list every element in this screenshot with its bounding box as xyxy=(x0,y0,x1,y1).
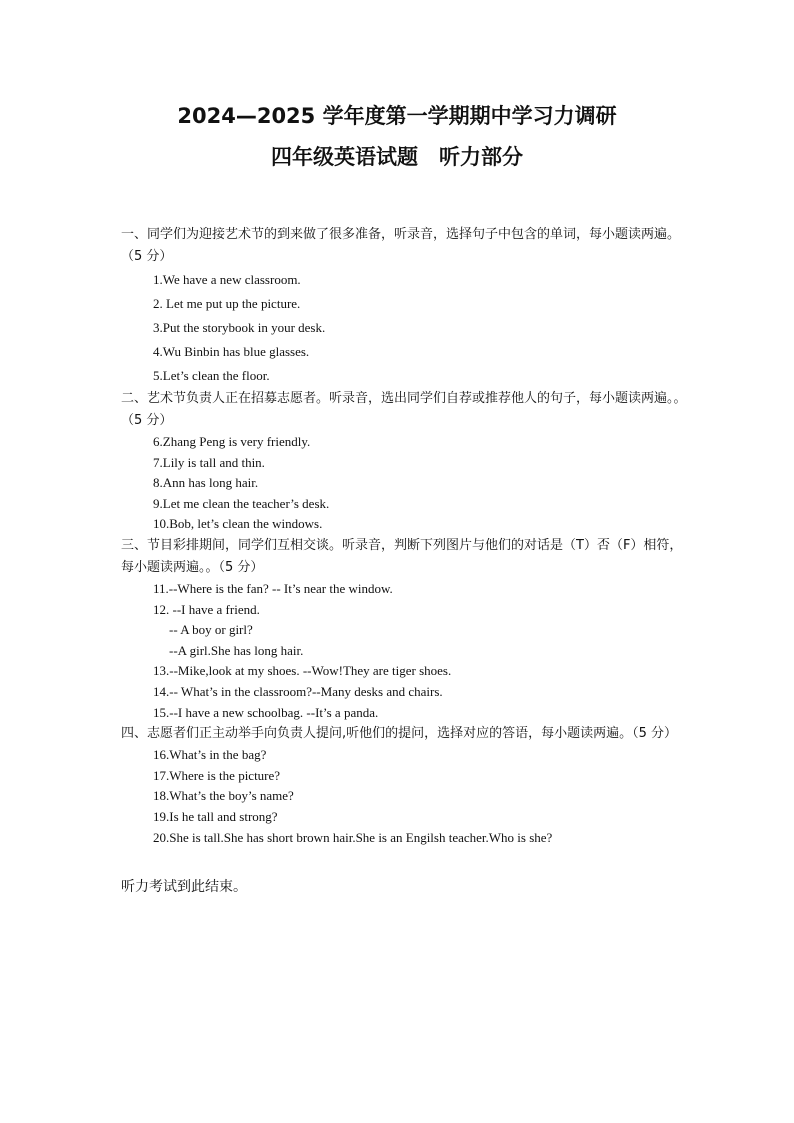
question-item: 8.Ann has long hair. xyxy=(153,475,259,491)
question-item: 7.Lily is tall and thin. xyxy=(153,454,265,470)
section-heading: 四、志愿者们正主动举手向负责人提问,听他们的提问，选择对应的答语，每小题读两遍。（5 分） xyxy=(121,726,678,742)
question-item: 15.--I have a new schoolbag. --It’s a panda. xyxy=(153,704,379,720)
section-4 xyxy=(121,723,687,848)
question-item: 5.Let’s clean the floor. xyxy=(153,368,270,383)
exam-title: 2024—2025 学年度第一学期期中学习力调研 xyxy=(177,104,617,128)
question-item: 17.Where is the picture? xyxy=(153,767,281,783)
question-item: 19.Is he tall and strong? xyxy=(153,808,278,824)
question-item: 16.What’s in the bag? xyxy=(153,747,267,763)
question-item: 6.Zhang Peng is very friendly. xyxy=(153,434,311,449)
question-item: 12. --I have a friend. xyxy=(153,601,260,617)
question-item: 18.What’s the boy’s name? xyxy=(153,788,294,804)
question-item: -- A boy or girl? xyxy=(169,622,253,638)
end-note: 听力考试到此结束。 xyxy=(121,879,247,896)
question-item: 3.Put the storybook in your desk. xyxy=(153,320,326,335)
section-1 xyxy=(121,224,687,388)
question-item: 2. Let me put up the picture. xyxy=(153,296,301,311)
question-item: 20.She is tall.She has short brown hair.She is an Engilsh teacher.Who is she? xyxy=(153,829,553,845)
question-item: 10.Bob, let’s clean the windows. xyxy=(153,516,323,532)
section-2 xyxy=(121,388,687,535)
section-heading: 三、节目彩排期间，同学们互相交谈。听录音，判断下列图片与他们的对话是（T）否（F）相符，每小题读两遍。。（5 分） xyxy=(121,537,683,575)
section-3 xyxy=(121,535,687,723)
exam-subtitle: 四年级英语试题 听力部分 xyxy=(271,145,523,169)
section-heading: 一、同学们为迎接艺术节的到来做了很多准备，听录音，选择句子中包含的单词，每小题读两遍。（5 分） xyxy=(121,227,681,264)
question-item: 14.-- What’s in the classroom?--Many desks and chairs. xyxy=(153,683,443,699)
question-item: 13.--Mike,look at my shoes. --Wow!They are tiger shoes. xyxy=(153,663,452,679)
question-item: 4.Wu Binbin has blue glasses. xyxy=(153,344,310,359)
question-item: 11.--Where is the fan? -- It’s near the window. xyxy=(153,580,393,596)
question-item: --A girl.She has long hair. xyxy=(169,642,304,658)
question-item: 9.Let me clean the teacher’s desk. xyxy=(153,495,330,511)
question-item: 1.We have a new classroom. xyxy=(153,272,301,287)
exam-content xyxy=(121,224,687,898)
section-heading: 二、艺术节负责人正在招募志愿者。听录音，选出同学们自荐或推荐他人的句子，每小题读两遍。。（5 分） xyxy=(121,391,687,428)
